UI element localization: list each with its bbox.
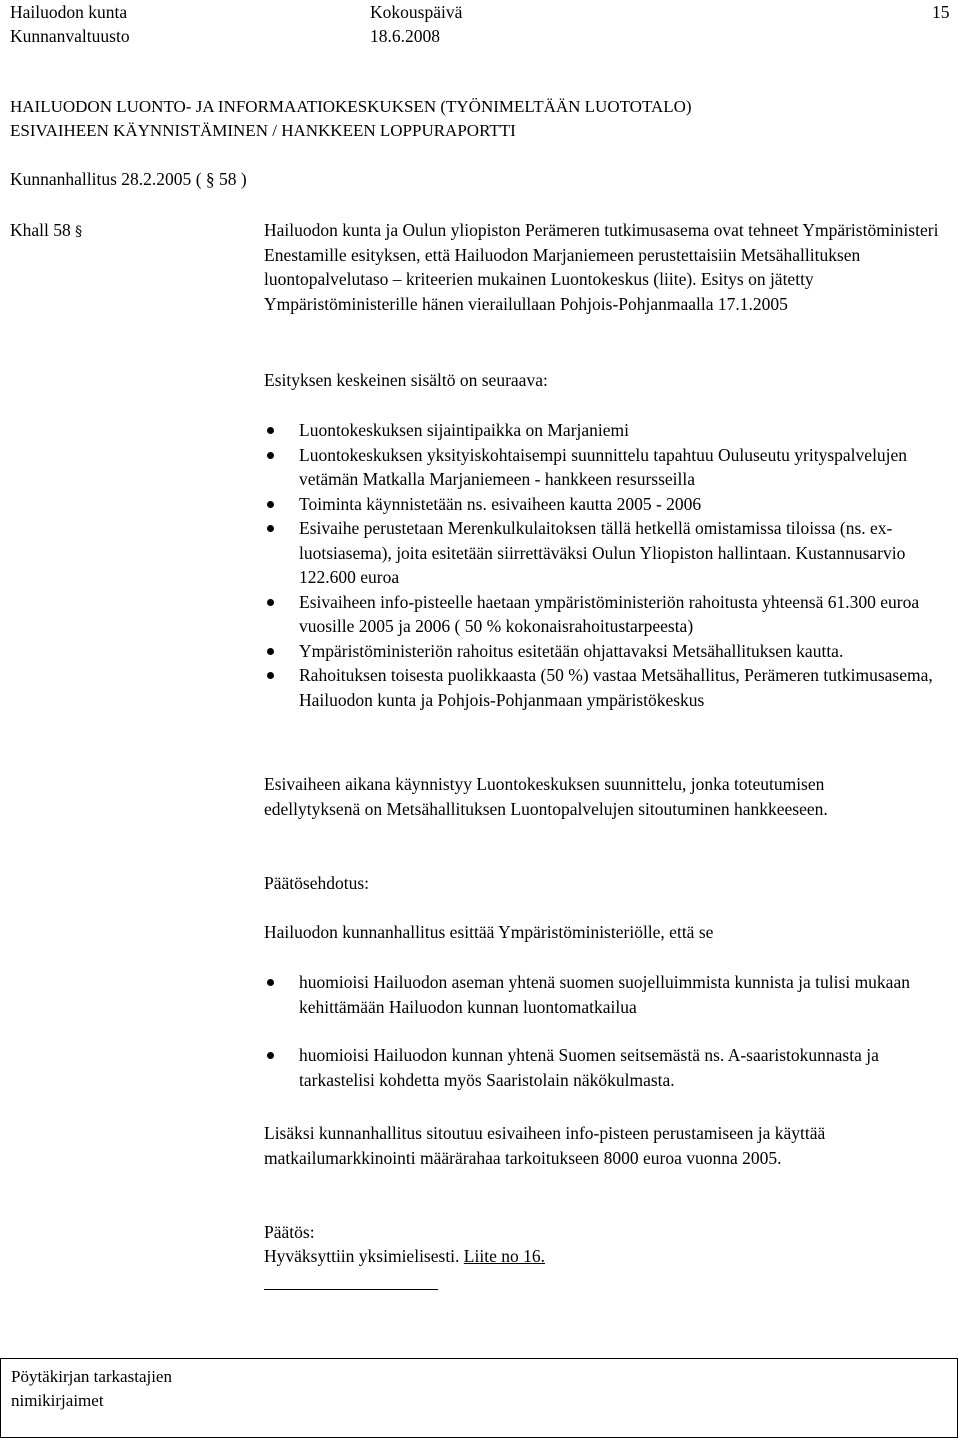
commitment-paragraph: Lisäksi kunnanhallitus sitoutuu esivaiheen info-pisteen perustamiseen ja käyttää matkailumarkkinointi määrärahaa tarkoitukseen 8000 euroa vuonna 2005. [264, 1123, 826, 1168]
list-item: Luontokeskuksen sijaintipaikka on Marjaniemi [264, 418, 954, 443]
header-date-label: Kokouspäivä [370, 2, 463, 22]
footer-box [0, 1358, 958, 1438]
title-line-2: ESIVAIHEEN KÄYNNISTÄMINEN / HANKKEEN LOPPURAPORTTI [10, 121, 516, 140]
footer-text [11, 1365, 211, 1413]
list-item: Luontokeskuksen yksityiskohtaisempi suunnittelu tapahtuu Ouluseutu yrityspalvelujen vetämän Matkalla Marjaniemeen - hankkeen resursseilla [264, 443, 954, 492]
khall-label [10, 218, 82, 245]
meeting-reference [10, 167, 247, 192]
list-item: huomioisi Hailuodon kunnan yhtenä Suomen seitsemästä ns. A-saaristokunnasta ja tarkastelisi kohdetta myös Saaristolain näkökulmasta. [264, 1043, 934, 1092]
khall-text: Khall 58 [10, 220, 71, 240]
footer-line-1: Pöytäkirjan tarkastajien [11, 1367, 172, 1386]
list-item: Esivaiheen info-pisteelle haetaan ympäristöministeriön rahoitusta yhteensä 61.300 euroa vuosille 2005 ja 2006 ( 50 % kokonaisrahoitustarpeesta) [264, 590, 954, 639]
summary-bullet-list [264, 418, 954, 712]
summary-heading: Esityksen keskeinen sisältö on seuraava: [264, 370, 548, 390]
header-date: 18.6.2008 [370, 26, 440, 46]
proposal-bullet-list [264, 970, 934, 1092]
list-item: Toiminta käynnistetään ns. esivaiheen kautta 2005 - 2006 [264, 492, 954, 517]
list-item: Rahoituksen toisesta puolikkaasta (50 %) vastaa Metsähallitus, Perämeren tutkimusasema, Hailuodon kunta ja Pohjois-Pohjanmaan ympäristökeskus [264, 663, 954, 712]
decision-heading: Päätös: [264, 1222, 315, 1242]
proposal-heading: Päätösehdotus: [264, 873, 369, 893]
section-sign: § [75, 224, 83, 240]
meeting-section: ( § 58 ) [195, 169, 247, 189]
signature-line [264, 1289, 438, 1290]
decision-text: Hyväksyttiin yksimielisesti. [264, 1246, 460, 1266]
proposal-intro: Hailuodon kunnanhallitus esittää Ympäristöministeriölle, että se [264, 922, 714, 942]
list-item: huomioisi Hailuodon aseman yhtenä suomen suojelluimmista kunnista ja tulisi mukaan kehittämään Hailuodon kunnan luontomatkailua [264, 970, 934, 1019]
footer-line-2: nimikirjaimet [11, 1391, 104, 1410]
decision-line [264, 1244, 545, 1269]
list-item: Ympäristöministeriön rahoitus esitetään ohjattavaksi Metsähallituksen kautta. [264, 639, 954, 664]
planning-paragraph: Esivaiheen aikana käynnistyy Luontokeskuksen suunnittelu, jonka toteutumisen edellytyksenä on Metsähallituksen Luontopalvelujen sitoutuminen hankkeeseen. [264, 774, 828, 819]
header-body: Kunnanvaltuusto [10, 26, 130, 46]
title-line-1: HAILUODON LUONTO- JA INFORMAATIOKESKUKSEN (TYÖNIMELTÄÄN LUOTOTALO) [10, 97, 692, 116]
intro-paragraph: Hailuodon kunta ja Oulun yliopiston Perämeren tutkimusasema ovat tehneet Ympäristöministeri Enestamille esityksen, että Hailuodon Marjaniemeen perustettaisiin Metsähallituksen luontopalvelutaso – kriteerien mukainen Luontokeskus (liite). Esitys on jätetty Ympäristöministerille hänen vierailullaan Pohjois-Pohjanmaalla 17.1.2005 [264, 220, 939, 314]
page-number: 15 [932, 2, 950, 22]
attachment-link[interactable]: Liite no 16. [463, 1246, 545, 1266]
meeting-body-date: Kunnanhallitus 28.2.2005 [10, 169, 192, 189]
header-municipality: Hailuodon kunta [10, 2, 128, 22]
list-item: Esivaihe perustetaan Merenkulkulaitoksen tällä hetkellä omistamissa tiloissa (ns. ex-luotsiasema), joita esitetään siirrettäväksi Oulun Yliopiston hallintaan. Kustannusarvio 122.600 euroa [264, 516, 954, 590]
